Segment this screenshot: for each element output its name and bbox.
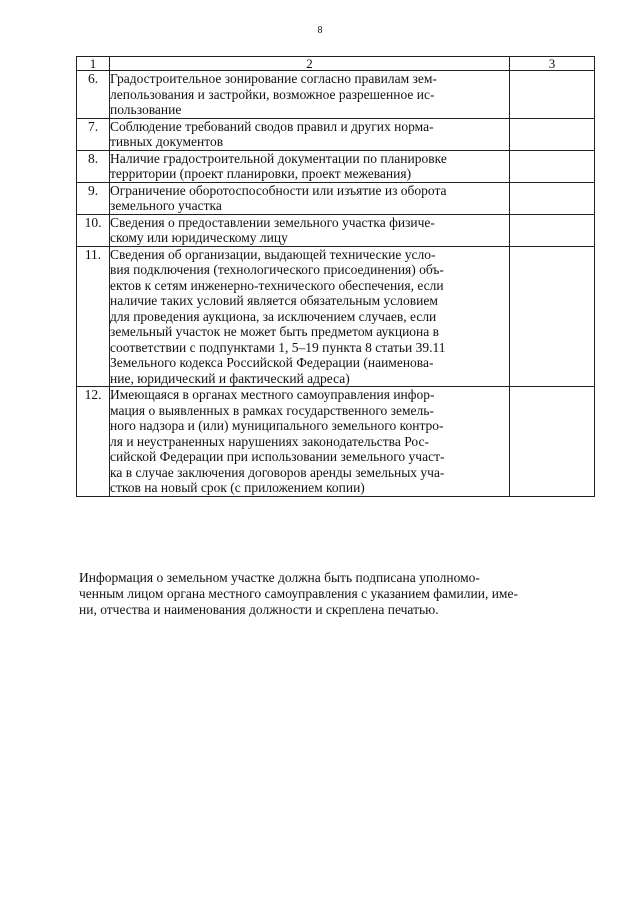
row-text: Имеющаяся в органах местного самоуправления инфор- мация о выявленных в рамках государственного земель- ного надзора и (или) муниципального земельного контро- ля и неустраненных нарушениях законодательства Рос- сийской Федерации при использовании земельного участ- ка в случае заключения договоров аренды земельных уча- стков на новый срок (с приложением копии) bbox=[110, 387, 510, 497]
page-number: 8 bbox=[317, 25, 323, 36]
row-text: Наличие градостроительной документации по планировке территории (проект планировки, проект межевания) bbox=[110, 150, 510, 182]
signature-requirement-paragraph: Информация о земельном участке должна быть подписана уполномо- ченным лицом органа местного самоуправления с указанием фамилии, име- ни, отчества и наименования должности и скреплена печатью. bbox=[79, 570, 518, 617]
column-header-2: 2 bbox=[110, 57, 510, 71]
row-number: 12. bbox=[77, 387, 110, 497]
table-row bbox=[77, 118, 595, 150]
row-number: 6. bbox=[77, 71, 110, 119]
row-number: 8. bbox=[77, 150, 110, 182]
row-value bbox=[510, 182, 595, 214]
row-value bbox=[510, 71, 595, 119]
row-value bbox=[510, 214, 595, 246]
row-text: Градостроительное зонирование согласно правилам зем- лепользования и застройки, возможное разрешенное ис- пользование bbox=[110, 71, 510, 119]
row-text: Сведения об организации, выдающей технические усло- вия подключения (технологического присоединения) объ- ектов к сетям инженерно-технического обеспечения, если наличие таких условий является обязательным условием для проведения аукциона, за исключением случаев, если земельный участок не может быть предметом аукциона в соответствии с подпунктами 1, 5–19 пункта 8 статьи 39.11 Земельного кодекса Российской Федерации (наименова- ние, юридический и фактический адреса) bbox=[110, 246, 510, 387]
row-value bbox=[510, 150, 595, 182]
table-row bbox=[77, 214, 595, 246]
row-value bbox=[510, 387, 595, 497]
row-number: 11. bbox=[77, 246, 110, 387]
row-value bbox=[510, 246, 595, 387]
column-header-3: 3 bbox=[510, 57, 595, 71]
row-text: Соблюдение требований сводов правил и других норма- тивных документов bbox=[110, 118, 510, 150]
table-row bbox=[77, 182, 595, 214]
table-row bbox=[77, 150, 595, 182]
row-number: 10. bbox=[77, 214, 110, 246]
table-row bbox=[77, 387, 595, 497]
table-header-row bbox=[77, 57, 595, 71]
table-row bbox=[77, 246, 595, 387]
table-row bbox=[77, 71, 595, 119]
row-value bbox=[510, 118, 595, 150]
information-table bbox=[76, 56, 595, 497]
row-text: Сведения о предоставлении земельного участка физиче- скому или юридическому лицу bbox=[110, 214, 510, 246]
row-text: Ограничение оборотоспособности или изъятие из оборота земельного участка bbox=[110, 182, 510, 214]
row-number: 9. bbox=[77, 182, 110, 214]
row-number: 7. bbox=[77, 118, 110, 150]
column-header-1: 1 bbox=[77, 57, 110, 71]
